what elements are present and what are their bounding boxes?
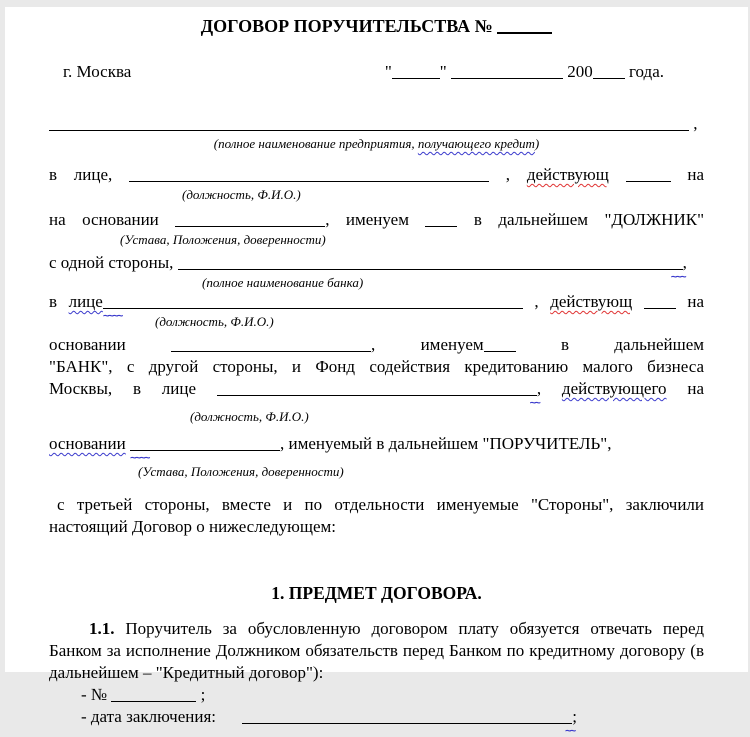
bank-basis-blank[interactable] [171, 337, 371, 352]
date-day-blank[interactable] [392, 64, 440, 79]
suffix-blank[interactable] [644, 294, 676, 309]
credit-date-blank[interactable] [242, 709, 575, 737]
caption-ustava-1 [120, 231, 704, 248]
debtor-representative-blank[interactable] [129, 167, 489, 182]
caption-company-misspelled: получающего кредит [417, 136, 535, 151]
s-odnoy-storony-label: с одной стороны, [49, 253, 174, 272]
number-item-label: - № [81, 685, 108, 704]
spellcheck-squiggle-icon: ~~~ [670, 270, 685, 283]
caption-dolzhnost-1 [182, 186, 704, 203]
dolzhnik-label: в дальнейшем "ДОЛЖНИК" [473, 210, 705, 229]
clause-1-1-text: Поручитель за обусловленную договором плату обязуется отвечать перед Банком за исполнение Должником обязательств перед Банком по кредитному договору (в дальнейшем – "Кредитный договор"): [49, 619, 705, 682]
contract-page [5, 7, 748, 737]
contract-title-text: ДОГОВОР ПОРУЧИТЕЛЬСТВА № [200, 16, 493, 36]
parties-summary-text: с третьей стороны, вместе и по отдельности именуемые "Стороны", заключили настоящий Договор о нижеследующем: [49, 495, 704, 536]
v-dalneyshem-label: в дальнейшем [560, 335, 705, 354]
deystvuyushch-misspelled: действующ [526, 165, 609, 184]
osnovanii-label: основании [49, 335, 126, 354]
spellcheck-squiggle-icon: ~~~~ [102, 309, 122, 322]
city-label: г. Москва [63, 62, 132, 81]
year-prefix: 200 [567, 62, 593, 81]
v-litse-label: в лице, [49, 165, 113, 184]
caption-dolzhnost-3 [190, 408, 704, 425]
moskvy-v-litse-label: Москвы, в лице [49, 379, 197, 398]
company-name-line [49, 113, 704, 135]
open-quote: " [384, 62, 392, 81]
deystvuyushchego-misspelled: действующего [561, 379, 667, 398]
comma: , [505, 165, 511, 184]
date-item-label: - дата заключения: [81, 707, 216, 726]
caption-company [49, 135, 704, 152]
clause-1-1-paragraph [49, 618, 704, 684]
caption-text: (должность, Ф.И.О.) [190, 409, 309, 424]
gender-suffix-blank[interactable] [484, 337, 516, 352]
comma: , [536, 379, 542, 398]
litse-misspelled: лице [68, 292, 103, 311]
caption-dolzhnost-2 [155, 313, 704, 330]
trailing-comma: , [682, 253, 687, 272]
debtor-basis-line [49, 209, 704, 231]
section-1-heading [49, 582, 704, 604]
semicolon: ; [572, 707, 577, 726]
caption-company-post: ) [534, 136, 540, 151]
bank-party-line [49, 356, 704, 378]
poruchitel-label: , именуемый в дальнейшем "ПОРУЧИТЕЛЬ", [279, 434, 612, 453]
caption-company-pre: (полное наименование предприятия, [213, 136, 418, 151]
guarantor-basis-line [49, 433, 704, 464]
gender-suffix-blank[interactable] [425, 212, 457, 227]
debtor-basis-blank[interactable] [175, 212, 325, 227]
date-fill-group [385, 61, 664, 83]
close-quote: " [439, 62, 447, 81]
credit-number-blank[interactable] [111, 687, 196, 702]
caption-text: (должность, Ф.И.О.) [155, 314, 274, 329]
place-date-line [49, 61, 704, 83]
na-osnovanii-label: на основании [49, 210, 159, 229]
section-1-heading-text: 1. ПРЕДМЕТ ДОГОВОРА. [271, 583, 482, 603]
na-label: на [687, 165, 705, 184]
credit-number-item [49, 684, 704, 706]
contract-number-blank[interactable] [497, 18, 552, 34]
spellcheck-squiggle-icon: ~~ [565, 724, 575, 737]
semicolon: ; [200, 685, 206, 704]
spellcheck-squiggle-icon: ~~~~ [129, 451, 149, 464]
caption-text: (должность, Ф.И.О.) [182, 187, 301, 202]
comma: , [534, 292, 539, 311]
guarantor-basis-blank[interactable] [129, 436, 280, 464]
debtor-representative-line [49, 164, 704, 186]
bank-basis-line [49, 334, 704, 356]
fund-representative-line [49, 378, 705, 409]
bank-party-text: "БАНК", с другой стороны, и Фонд содействия кредитованию малого бизнеса [49, 357, 704, 376]
imenuyem-label: , именуем [371, 335, 484, 354]
suffix-blank[interactable] [626, 167, 671, 182]
na-label: на [687, 292, 704, 311]
contract-title [49, 15, 704, 37]
date-year-blank[interactable] [593, 64, 625, 79]
caption-text: (Устава, Положения, доверенности) [138, 464, 344, 479]
credit-date-item [49, 706, 704, 737]
parties-summary-paragraph [49, 494, 704, 538]
caption-text: (полное наименование банка) [202, 275, 364, 290]
date-month-blank[interactable] [451, 64, 563, 79]
caption-ustava-2 [138, 463, 704, 480]
spellcheck-squiggle-icon: ~~ [529, 396, 539, 409]
fund-representative-blank[interactable] [217, 381, 539, 409]
caption-bank [202, 274, 704, 291]
na-label: на [687, 379, 705, 398]
deystvuyushch-misspelled: действующ [550, 292, 633, 311]
year-word: года. [628, 62, 664, 81]
company-name-blank[interactable] [49, 116, 689, 131]
imenuyem-label: , именуем [325, 210, 409, 229]
v-label: в [49, 292, 58, 311]
clause-1-1-number: 1.1. [89, 619, 115, 638]
osnovanii-misspelled: основании [49, 434, 126, 453]
trailing-comma: , [693, 114, 698, 133]
caption-text: (Устава, Положения, доверенности) [120, 232, 326, 247]
